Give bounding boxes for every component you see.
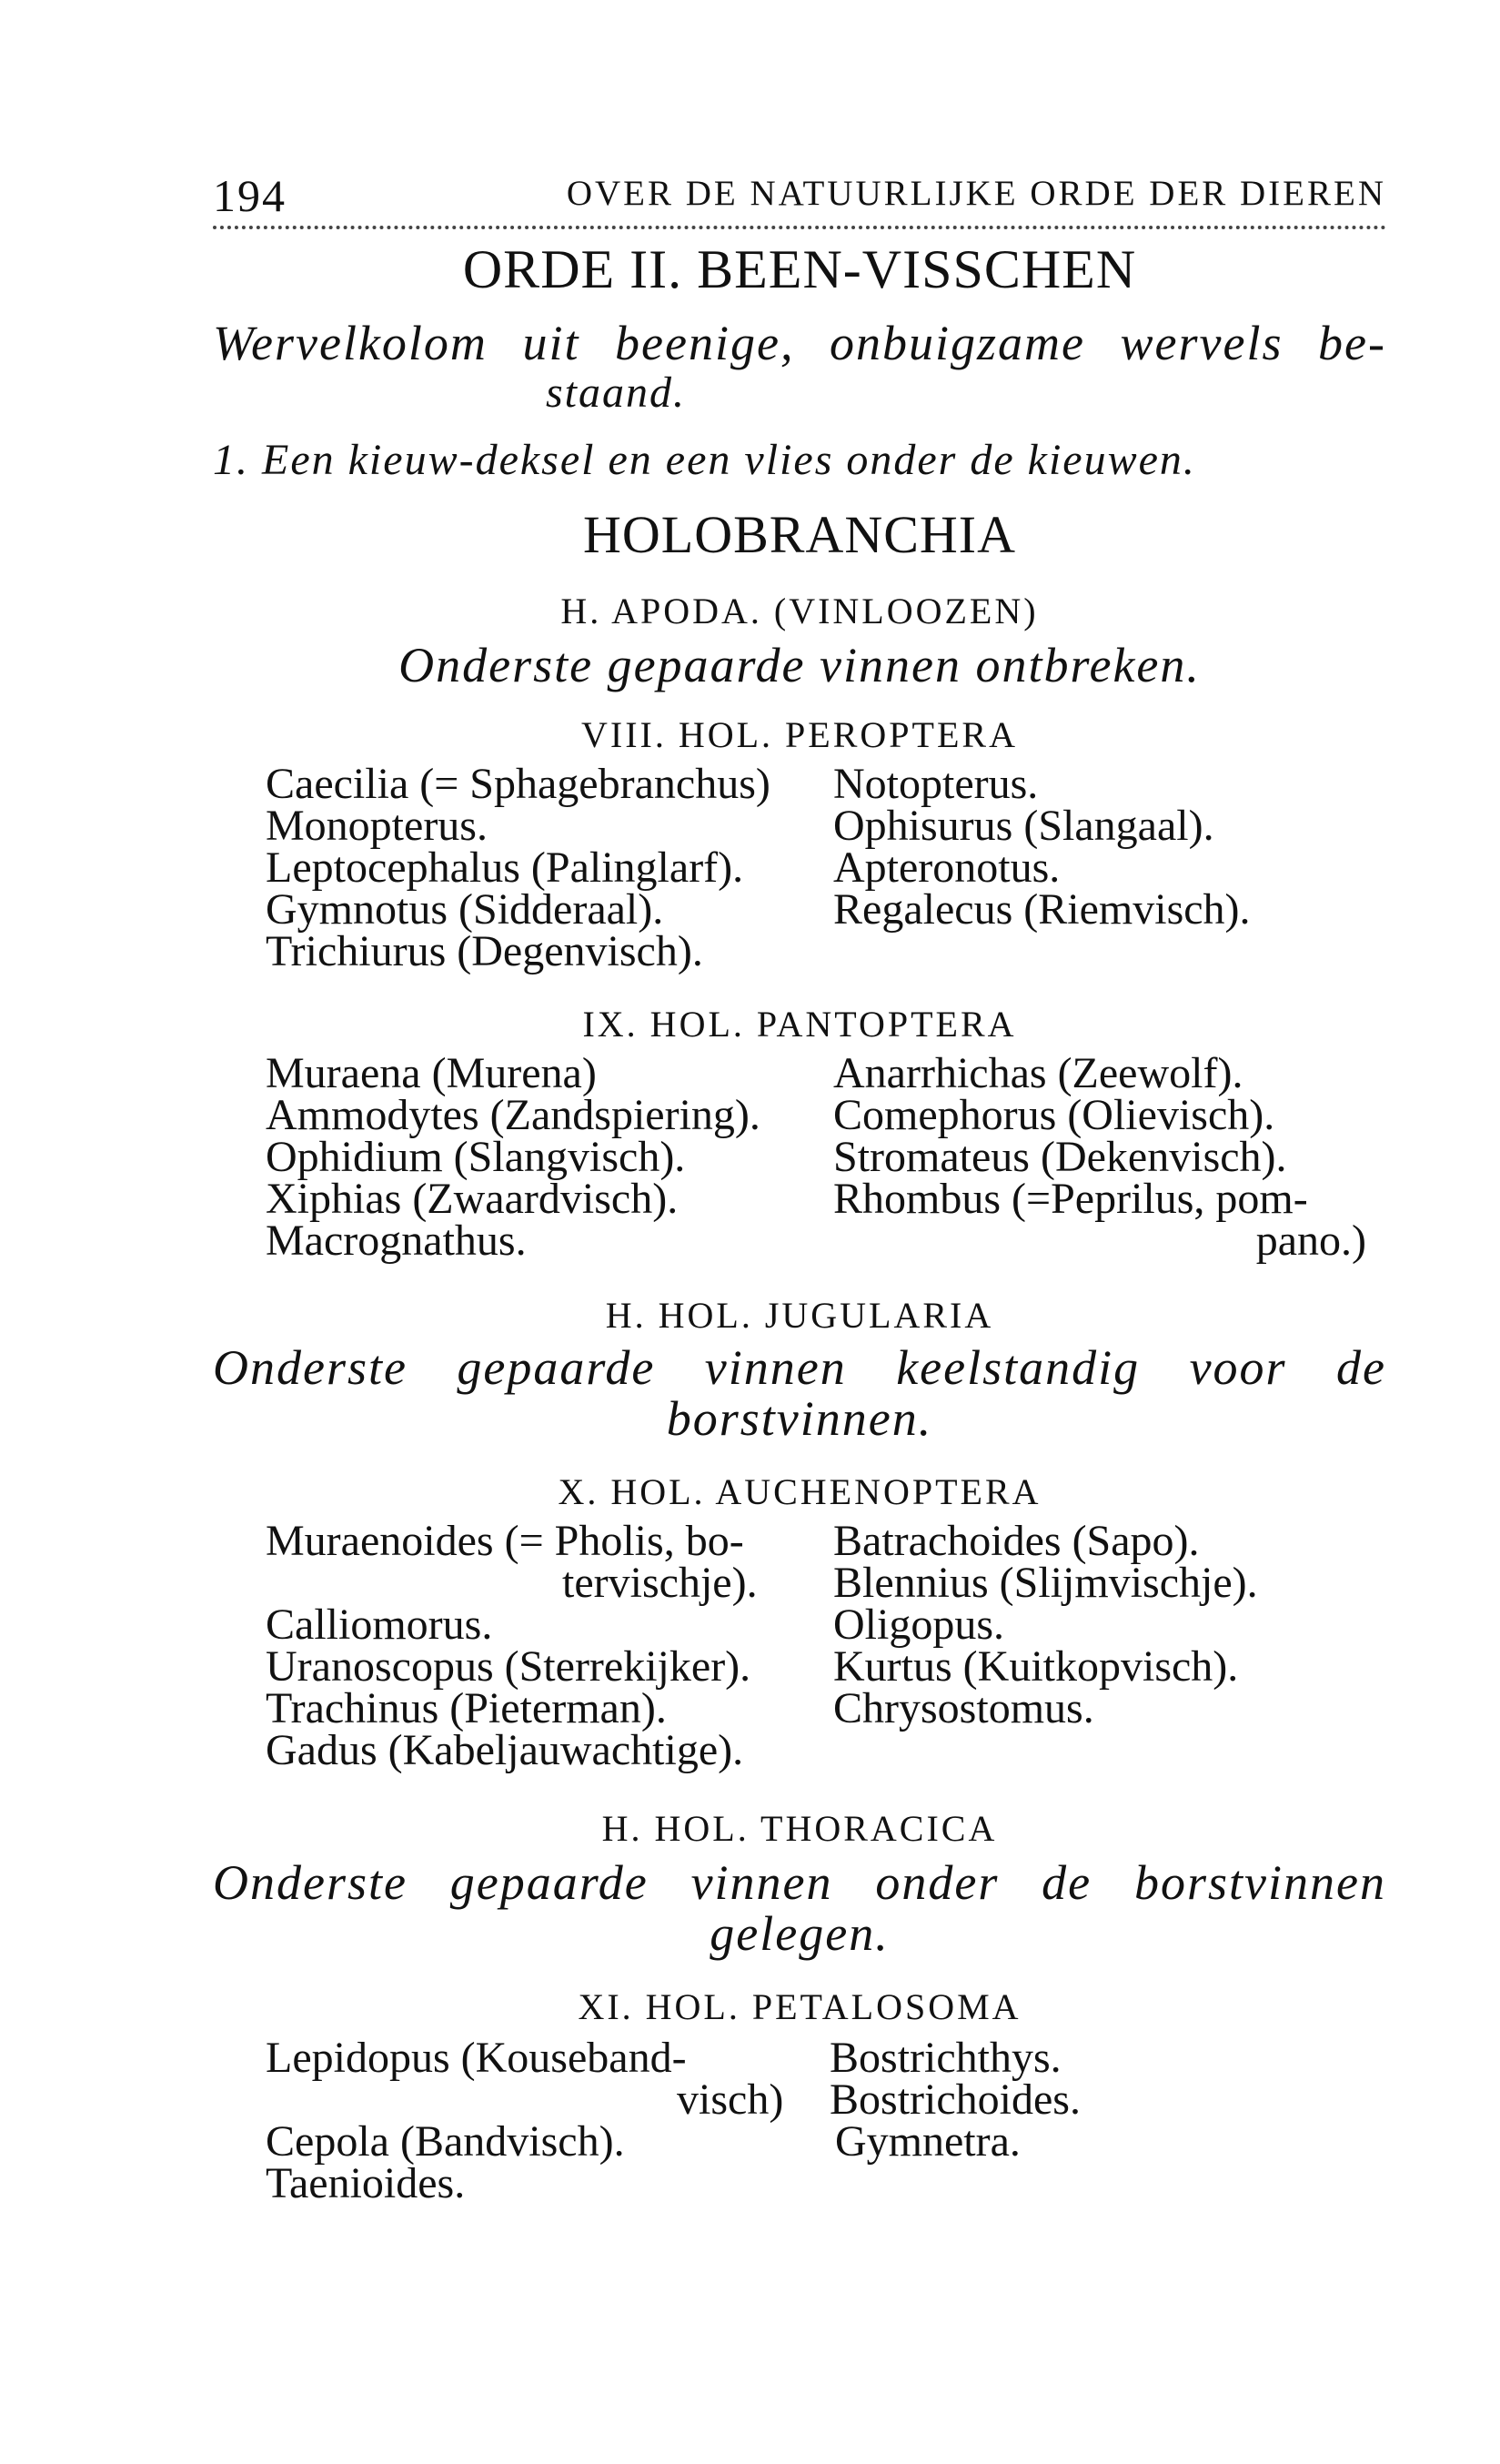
species-entry: Gymnetra. [835,2117,1021,2166]
species-entry: Caecilia (= Sphagebranchus) [266,760,770,808]
thoracica-heading: H. HOL. THORACICA [601,1808,998,1849]
word: borstvinnen [1133,1855,1386,1910]
species-entry: Trachinus (Pieterman). [266,1684,667,1732]
word: voor [1189,1340,1287,1395]
species-entry: Monopterus. [266,802,488,850]
species-entry: Muraenoides (= Pholis, bo- [266,1517,744,1565]
word: de [1335,1340,1386,1395]
word: uit [522,316,580,370]
family-viii-heading: VIII. HOL. PEROPTERA [581,714,1018,755]
species-entry: Regalecus (Riemvisch). [833,885,1251,934]
species-entry: Anarrhichas (Zeewolf). [833,1049,1243,1097]
species-entry-continuation: pano.) [1255,1217,1366,1265]
species-entry: Xiphias (Zwaardvisch). [266,1175,679,1223]
species-entry: Bostrichthys. [830,2034,1062,2082]
species-entry: Kurtus (Kuitkopvisch). [833,1642,1239,1691]
word: wervels [1120,316,1284,370]
species-entry: Ophidium (Slangvisch). [266,1133,686,1181]
species-entry: Uranoscopus (Sterrekijker). [266,1642,751,1691]
word: Onderste [213,1855,408,1910]
order-description-line1 [213,315,1386,371]
species-entry: Oligopus. [833,1601,1005,1649]
apoda-heading: H. APODA. (VINLOOZEN) [560,591,1039,631]
species-entry: Calliomorus. [266,1601,493,1649]
word: vinnen [690,1855,833,1910]
thoracica-description-line2: gelegen. [710,1906,890,1961]
word: de [1042,1855,1092,1910]
word: keelstandig [896,1340,1141,1395]
word: be- [1318,316,1386,370]
word: vinnen [704,1340,847,1395]
word: Onderste [213,1340,408,1395]
species-entry: Lepidopus (Kouseband- [266,2034,687,2082]
word: beenige, [615,316,795,370]
species-entry: Ammodytes (Zandspiering). [266,1091,760,1139]
species-entry: Macrognathus. [266,1217,527,1265]
order-title: ORDE II. BEEN-VISSCHEN [462,239,1137,299]
order-description-line2: staand. [546,369,687,417]
species-entry: Ophisurus (Slangaal). [833,802,1214,850]
species-entry: Blennius (Slijmvischje). [833,1559,1258,1607]
species-entry: Apteronotus. [833,843,1061,892]
word: gepaarde [457,1340,656,1395]
species-entry: Stromateus (Dekenvisch). [833,1133,1287,1181]
running-title: OVER DE NATUURLIJKE ORDE DER DIEREN [566,174,1386,213]
species-entry: Chrysostomus. [833,1684,1094,1732]
species-entry: Taenioides. [266,2159,466,2207]
jugularia-description-line2: borstvinnen. [666,1391,933,1446]
family-x-heading: X. HOL. AUCHENOPTERA [558,1471,1042,1512]
species-entry: Gadus (Kabeljauwachtige). [266,1726,744,1774]
species-entry-continuation: tervischje). [562,1559,758,1607]
word: onbuigzame [829,316,1085,370]
species-entry: Rhombus (=Peprilus, pom- [833,1175,1308,1223]
species-entry: Batrachoides (Sapo). [833,1517,1200,1565]
thoracica-description-line1 [213,1854,1386,1911]
apoda-description: Onderste gepaarde vinnen ontbreken. [398,638,1201,692]
word: Wervelkolom [213,316,488,370]
species-entry: Trichiurus (Degenvisch). [266,927,703,975]
holobranchia-title: HOLOBRANCHIA [583,505,1016,564]
jugularia-description-line1 [213,1339,1386,1396]
species-entry: Comephorus (Olievisch). [833,1091,1275,1139]
family-ix-heading: IX. HOL. PANTOPTERA [582,1004,1017,1045]
species-entry: Bostrichoides. [830,2075,1081,2124]
species-entry: Notopterus. [833,760,1039,808]
word: gepaarde [449,1855,649,1910]
species-entry-continuation: visch) [677,2075,784,2124]
species-entry: Cepola (Bandvisch). [266,2117,625,2166]
running-header [213,162,1386,229]
family-xi-heading: XI. HOL. PETALOSOMA [578,1986,1022,2027]
jugularia-heading: H. HOL. JUGULARIA [605,1295,994,1336]
subsection-heading: 1. Een kieuw-deksel en een vlies onder de kieuwen. [213,436,1196,484]
species-entry: Gymnotus (Sidderaal). [266,885,664,934]
page-number: 194 [213,170,287,221]
species-entry: Muraena (Murena) [266,1049,597,1097]
word: onder [875,1855,1000,1910]
species-entry: Leptocephalus (Palinglarf). [266,843,744,892]
